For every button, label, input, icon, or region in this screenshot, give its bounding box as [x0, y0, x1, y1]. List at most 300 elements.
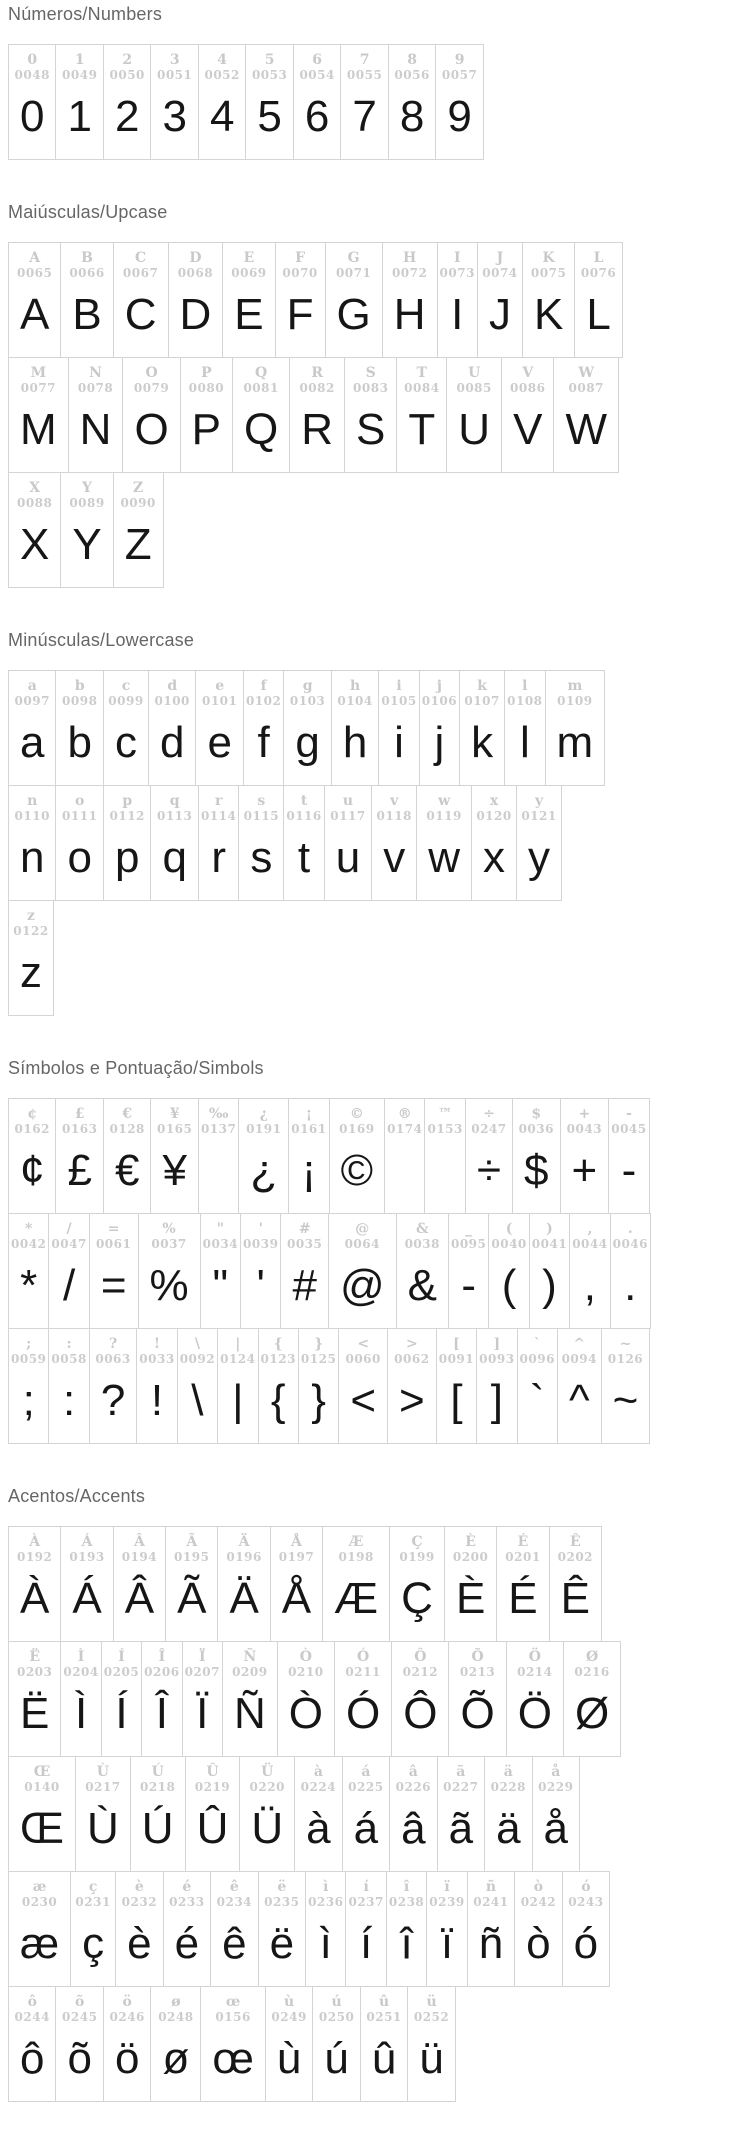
- unicode-code: 0197: [278, 1550, 315, 1564]
- reference-char: ;: [26, 1336, 32, 1352]
- reference-char: â: [408, 1764, 418, 1780]
- glyph-preview: Ô: [403, 1689, 438, 1738]
- glyph-preview: õ: [67, 2034, 92, 2083]
- glyph-cell: [60, 472, 113, 588]
- unicode-code: 0077: [20, 381, 57, 395]
- reference-char: A: [29, 250, 41, 266]
- glyph-preview: f: [257, 718, 270, 767]
- reference-char: P: [201, 365, 212, 381]
- reference-char: ¡: [305, 1106, 313, 1122]
- glyph-preview: ¢: [20, 1146, 45, 1195]
- glyph-cell: [232, 357, 290, 473]
- unicode-code: 0043: [566, 1122, 603, 1136]
- unicode-code: 0225: [348, 1780, 384, 1794]
- reference-char: C: [135, 250, 147, 266]
- unicode-code: 0046: [612, 1237, 648, 1251]
- glyph-preview: Ì: [74, 1689, 88, 1738]
- glyph-row: [8, 1098, 650, 1214]
- glyph-cell: [103, 670, 149, 786]
- reference-char: W: [578, 365, 595, 381]
- glyph-cell: [55, 44, 103, 160]
- reference-char: i: [396, 678, 402, 694]
- glyph-cell: [501, 357, 554, 473]
- glyph-preview: ã: [448, 1804, 474, 1853]
- glyph-preview: è: [127, 1919, 152, 1968]
- reference-char: V: [522, 365, 534, 381]
- glyph-cell: [553, 357, 619, 473]
- unicode-code: 0206: [144, 1665, 180, 1679]
- reference-char: ?: [108, 1336, 118, 1352]
- unicode-code: 0119: [426, 809, 462, 823]
- reference-char: ]: [493, 1336, 501, 1352]
- reference-char: ô: [27, 1994, 37, 2010]
- reference-char: ï: [444, 1879, 450, 1895]
- unicode-code: 0096: [519, 1352, 555, 1366]
- reference-char: q: [169, 793, 180, 809]
- glyph-cell: [608, 1098, 649, 1214]
- unicode-code: 0088: [16, 496, 53, 510]
- unicode-code: 0165: [156, 1122, 193, 1136]
- reference-char: c: [121, 678, 131, 694]
- unicode-code: 0233: [169, 1895, 205, 1909]
- glyph-preview: .: [624, 1261, 637, 1310]
- glyph-row: [8, 1526, 602, 1642]
- glyph-preview: $: [524, 1146, 549, 1195]
- unicode-code: 0244: [14, 2010, 50, 2024]
- unicode-code: 0220: [249, 1780, 285, 1794]
- glyph-cell: [448, 1641, 506, 1757]
- glyph-preview: Î: [155, 1689, 168, 1738]
- glyph-cell: [8, 1213, 49, 1329]
- unicode-code: 0097: [14, 694, 50, 708]
- reference-char: #: [298, 1221, 311, 1237]
- reference-char: r: [214, 793, 223, 809]
- unicode-code: 0047: [51, 1237, 87, 1251]
- glyph-cell: [48, 1213, 89, 1329]
- reference-char: ¥: [169, 1106, 180, 1122]
- glyph-preview: =: [100, 1261, 127, 1310]
- unicode-code: 0089: [69, 496, 105, 510]
- glyph-preview: ï: [440, 1919, 454, 1968]
- glyph-preview: Õ: [460, 1689, 495, 1738]
- unicode-code: 0194: [121, 1550, 158, 1564]
- glyph-cell: [243, 670, 284, 786]
- unicode-code: 0227: [443, 1780, 479, 1794]
- unicode-code: 0251: [366, 2010, 402, 2024]
- section-title: Minúsculas/Lowercase: [8, 630, 195, 650]
- glyph-cell: [8, 357, 69, 473]
- glyph-preview: Ó: [346, 1689, 381, 1738]
- glyph-cell: [222, 1641, 278, 1757]
- reference-char: ™: [438, 1106, 453, 1122]
- reference-char: l: [522, 678, 528, 694]
- unicode-code: 0042: [11, 1237, 47, 1251]
- glyph-preview: K: [533, 290, 564, 339]
- glyph-cell: [384, 1098, 425, 1214]
- glyph-preview: æ: [20, 1919, 60, 1968]
- glyph-cell: [8, 242, 61, 358]
- glyph-preview: ü: [419, 2034, 444, 2083]
- unicode-code: 0250: [318, 2010, 355, 2024]
- glyph-preview: h: [342, 718, 368, 767]
- glyph-preview: ê: [222, 1919, 247, 1968]
- glyph-preview: >: [399, 1376, 425, 1425]
- unicode-code: 0195: [174, 1550, 210, 1564]
- glyph-cell: [163, 1871, 211, 1987]
- reference-char: Z: [133, 480, 144, 496]
- glyph-cell: [168, 242, 224, 358]
- glyph-preview: C: [124, 290, 157, 339]
- glyph-preview: o: [67, 833, 92, 882]
- glyph-preview: R: [301, 405, 334, 454]
- glyph-preview: +: [571, 1146, 598, 1195]
- unicode-code: 0204: [63, 1665, 99, 1679]
- glyph-cell: [280, 1213, 328, 1329]
- unicode-code: 0093: [479, 1352, 515, 1366]
- glyph-row: [8, 1986, 456, 2102]
- unicode-code: 0202: [557, 1550, 594, 1564]
- unicode-code: 0199: [399, 1550, 435, 1564]
- glyph-preview: 8: [399, 92, 425, 141]
- reference-char: Ê: [570, 1534, 581, 1550]
- glyph-preview: I: [451, 290, 464, 339]
- glyph-cell: [8, 670, 56, 786]
- glyph-preview: O: [134, 405, 169, 454]
- reference-char: ®: [397, 1106, 412, 1122]
- glyph-table: [8, 242, 623, 588]
- unicode-code: 0086: [510, 381, 546, 395]
- reference-char: ë: [277, 1879, 287, 1895]
- glyph-preview: A: [20, 290, 50, 339]
- reference-char: ì: [323, 1879, 329, 1895]
- unicode-code: 0105: [381, 694, 417, 708]
- reference-char: ò: [533, 1879, 544, 1895]
- glyph-row: [8, 1328, 650, 1444]
- glyph-cell: [245, 44, 293, 160]
- unicode-code: 0115: [243, 809, 280, 823]
- reference-char: ú: [331, 1994, 342, 2010]
- glyph-cell: [288, 1098, 329, 1214]
- unicode-code: 0101: [201, 694, 238, 708]
- glyph-cell: [8, 1871, 71, 1987]
- reference-char: z: [27, 908, 35, 924]
- glyph-preview: M: [20, 405, 57, 454]
- glyph-cell: [324, 785, 372, 901]
- reference-char: Ø: [585, 1649, 599, 1665]
- glyph-preview: a: [20, 718, 45, 767]
- unicode-code: 0248: [158, 2010, 194, 2024]
- glyph-cell: [55, 1098, 103, 1214]
- reference-char: \: [194, 1336, 200, 1352]
- section-title: Números/Numbers: [8, 4, 163, 24]
- glyph-preview: ~: [612, 1376, 639, 1425]
- glyph-preview: Á: [72, 1574, 102, 1623]
- glyph-cell: [89, 1328, 137, 1444]
- glyph-cell: [407, 1986, 455, 2102]
- unicode-code: 0235: [264, 1895, 300, 1909]
- glyph-preview: û: [371, 2034, 397, 2083]
- unicode-code: 0126: [607, 1352, 644, 1366]
- reference-char: 6: [312, 52, 323, 68]
- glyph-row: [8, 1213, 651, 1329]
- reference-char: F: [295, 250, 306, 266]
- glyph-cell: [484, 1756, 532, 1872]
- unicode-code: 0078: [77, 381, 114, 395]
- unicode-code: 0045: [611, 1122, 647, 1136]
- reference-char: U: [468, 365, 481, 381]
- reference-char: p: [122, 793, 133, 809]
- glyph-cell: [305, 1871, 346, 1987]
- glyph-cell: [382, 242, 438, 358]
- unicode-code: 0161: [291, 1122, 327, 1136]
- glyph-preview: F: [286, 290, 314, 339]
- glyph-preview: n: [20, 833, 45, 882]
- reference-char: ø: [171, 1994, 181, 2010]
- unicode-code: 0060: [345, 1352, 381, 1366]
- reference-char: E: [243, 250, 255, 266]
- glyph-preview: 0: [20, 92, 45, 141]
- section-title: Símbolos e Pontuação/Simbols: [8, 1058, 264, 1078]
- reference-char: I: [453, 250, 461, 266]
- glyph-preview: 3: [162, 92, 187, 141]
- reference-char: Y: [82, 480, 93, 496]
- unicode-code: 0163: [62, 1122, 98, 1136]
- unicode-code: 0100: [154, 694, 190, 708]
- glyph-cell: [48, 1328, 89, 1444]
- unicode-code: 0140: [24, 1780, 60, 1794]
- reference-char: <: [357, 1336, 370, 1352]
- glyph-cell: [198, 44, 246, 160]
- unicode-code: 0048: [14, 68, 50, 82]
- glyph-preview: e: [207, 718, 232, 767]
- unicode-code: 0114: [200, 809, 237, 823]
- glyph-cell: [60, 1526, 113, 1642]
- glyph-cell: [55, 670, 103, 786]
- unicode-code: 0092: [179, 1352, 216, 1366]
- glyph-row: [8, 900, 54, 1016]
- glyph-preview: ,: [583, 1261, 596, 1310]
- glyph-preview: ©: [340, 1146, 374, 1195]
- glyph-cell: [165, 1526, 218, 1642]
- unicode-code: 0228: [490, 1780, 526, 1794]
- glyph-cell: [275, 242, 326, 358]
- reference-char: y: [534, 793, 544, 809]
- reference-char: m: [567, 678, 583, 694]
- glyph-preview: 5: [257, 92, 282, 141]
- glyph-table: [8, 1526, 621, 2102]
- unicode-code: 0087: [568, 381, 604, 395]
- unicode-code: 0209: [232, 1665, 268, 1679]
- glyph-cell: [563, 1641, 621, 1757]
- glyph-cell: [103, 1098, 151, 1214]
- glyph-preview: Ï: [196, 1689, 209, 1738]
- unicode-code: 0052: [204, 68, 240, 82]
- unicode-code: 0247: [471, 1122, 507, 1136]
- reference-char: j: [436, 678, 442, 694]
- glyph-cell: [532, 1756, 580, 1872]
- unicode-code: 0068: [177, 266, 214, 280]
- glyph-cell: [8, 1756, 76, 1872]
- reference-char: S: [365, 365, 376, 381]
- glyph-cell: [8, 44, 56, 160]
- reference-char: (: [505, 1221, 513, 1237]
- unicode-code: 0191: [246, 1122, 282, 1136]
- unicode-code: 0111: [62, 809, 98, 823]
- reference-char: Ä: [238, 1534, 250, 1550]
- unicode-code: 0034: [202, 1237, 239, 1251]
- glyph-cell: [8, 1641, 61, 1757]
- glyph-preview: p: [114, 833, 140, 882]
- reference-char: Ì: [77, 1649, 85, 1665]
- glyph-cell: [8, 1986, 56, 2102]
- glyph-cell: [312, 1986, 360, 2102]
- unicode-code: 0057: [441, 68, 478, 82]
- glyph-preview: Z: [124, 520, 152, 569]
- unicode-code: 0218: [139, 1780, 176, 1794]
- glyph-preview: L: [586, 290, 611, 339]
- glyph-preview: é: [174, 1919, 200, 1968]
- glyph-preview: Ü: [251, 1804, 284, 1853]
- glyph-cell: [8, 472, 61, 588]
- glyph-cell: [8, 785, 56, 901]
- unicode-code: 0153: [427, 1122, 463, 1136]
- section-title: Acentos/Accents: [8, 1486, 146, 1506]
- unicode-code: 0050: [109, 68, 145, 82]
- glyph-preview: œ: [212, 2034, 254, 2083]
- reference-char: v: [390, 793, 399, 809]
- reference-char: f: [260, 678, 267, 694]
- reference-char: d: [167, 678, 178, 694]
- glyph-preview: ä: [496, 1804, 521, 1853]
- glyph-section: [8, 1058, 730, 1444]
- reference-char: Ë: [29, 1649, 41, 1665]
- reference-char: $: [531, 1106, 542, 1122]
- unicode-code: 0117: [330, 809, 366, 823]
- glyph-cell: [8, 1098, 56, 1214]
- glyph-cell: [496, 1526, 549, 1642]
- unicode-code: 0216: [574, 1665, 610, 1679]
- glyph-preview: Í: [115, 1689, 128, 1738]
- unicode-code: 0241: [473, 1895, 509, 1909]
- glyph-cell: [103, 785, 151, 901]
- glyph-preview: Â: [124, 1574, 155, 1623]
- glyph-cell: [467, 1871, 515, 1987]
- glyph-cell: [387, 1328, 437, 1444]
- glyph-cell: [89, 1213, 139, 1329]
- glyph-cell: [150, 1986, 201, 2102]
- glyph-preview: t: [297, 833, 311, 882]
- glyph-preview: Ù: [87, 1804, 119, 1853]
- unicode-code: 0035: [286, 1237, 323, 1251]
- reference-char: 8: [407, 52, 417, 68]
- reference-char: Á: [81, 1534, 93, 1550]
- unicode-code: 0036: [518, 1122, 554, 1136]
- unicode-code: 0083: [353, 381, 389, 395]
- unicode-code: 0106: [421, 694, 458, 708]
- glyph-cell: [294, 1756, 342, 1872]
- reference-char: Ú: [151, 1764, 164, 1780]
- glyph-cell: [200, 1213, 241, 1329]
- glyph-preview: b: [67, 718, 92, 767]
- unicode-code: 0116: [286, 809, 322, 823]
- unicode-code: 0169: [339, 1122, 375, 1136]
- glyph-cell: [396, 357, 447, 473]
- reference-char: J: [496, 250, 504, 266]
- reference-char: ã: [456, 1764, 466, 1780]
- reference-char: ^: [573, 1336, 586, 1352]
- glyph-cell: [446, 357, 502, 473]
- glyph-preview: €: [114, 1146, 140, 1195]
- reference-char: !: [153, 1336, 161, 1352]
- glyph-row: [8, 1756, 580, 1872]
- unicode-code: 0156: [215, 2010, 251, 2024]
- reference-char: ê: [229, 1879, 239, 1895]
- glyph-cell: [419, 670, 460, 786]
- reference-char: œ: [225, 1994, 241, 2010]
- reference-char: Ò: [299, 1649, 312, 1665]
- glyph-preview: U: [458, 405, 491, 454]
- glyph-cell: [180, 357, 233, 473]
- reference-char: æ: [32, 1879, 47, 1895]
- unicode-code: 0198: [338, 1550, 374, 1564]
- unicode-code: 0213: [459, 1665, 496, 1679]
- glyph-row: [8, 44, 484, 160]
- glyph-preview: l: [519, 718, 530, 767]
- reference-char: u: [342, 793, 354, 809]
- unicode-code: 0053: [251, 68, 288, 82]
- glyph-preview: ô: [20, 2034, 45, 2083]
- glyph-preview: N: [79, 405, 112, 454]
- glyph-preview: D: [179, 290, 212, 339]
- glyph-cell: [198, 1098, 239, 1214]
- glyph-preview: ñ: [478, 1919, 504, 1968]
- glyph-cell: [136, 1328, 177, 1444]
- unicode-code: 0174: [387, 1122, 423, 1136]
- glyph-row: [8, 1641, 621, 1757]
- reference-char: Q: [255, 365, 268, 381]
- glyph-cell: [8, 1328, 49, 1444]
- glyph-cell: [75, 1756, 131, 1872]
- reference-char: Î: [158, 1649, 166, 1665]
- glyph-preview: %: [149, 1261, 189, 1310]
- glyph-section: [8, 630, 730, 1016]
- unicode-code: 0109: [557, 694, 593, 708]
- unicode-code: 0085: [456, 381, 492, 395]
- unicode-code: 0098: [62, 694, 98, 708]
- glyph-cell: [130, 1756, 186, 1872]
- glyph-cell: [115, 1871, 163, 1987]
- unicode-code: 0120: [476, 809, 512, 823]
- reference-char: Æ: [348, 1534, 364, 1550]
- reference-char: à: [313, 1764, 323, 1780]
- reference-char: Û: [206, 1764, 219, 1780]
- glyph-cell: [504, 670, 545, 786]
- glyph-cell: [239, 1756, 295, 1872]
- glyph-cell: [517, 1328, 558, 1444]
- reference-char: Ö: [528, 1649, 541, 1665]
- glyph-preview: ?: [100, 1376, 126, 1425]
- reference-char: o: [75, 793, 85, 809]
- glyph-preview: ]: [490, 1376, 503, 1425]
- unicode-code: 0082: [299, 381, 335, 395]
- glyph-preview: k: [471, 718, 494, 767]
- glyph-preview: ': [256, 1261, 265, 1310]
- glyph-preview: Ú: [141, 1804, 174, 1853]
- unicode-code: 0252: [413, 2010, 450, 2024]
- glyph-row: [8, 472, 164, 588]
- reference-char: ä: [503, 1764, 513, 1780]
- glyph-cell: [444, 1526, 497, 1642]
